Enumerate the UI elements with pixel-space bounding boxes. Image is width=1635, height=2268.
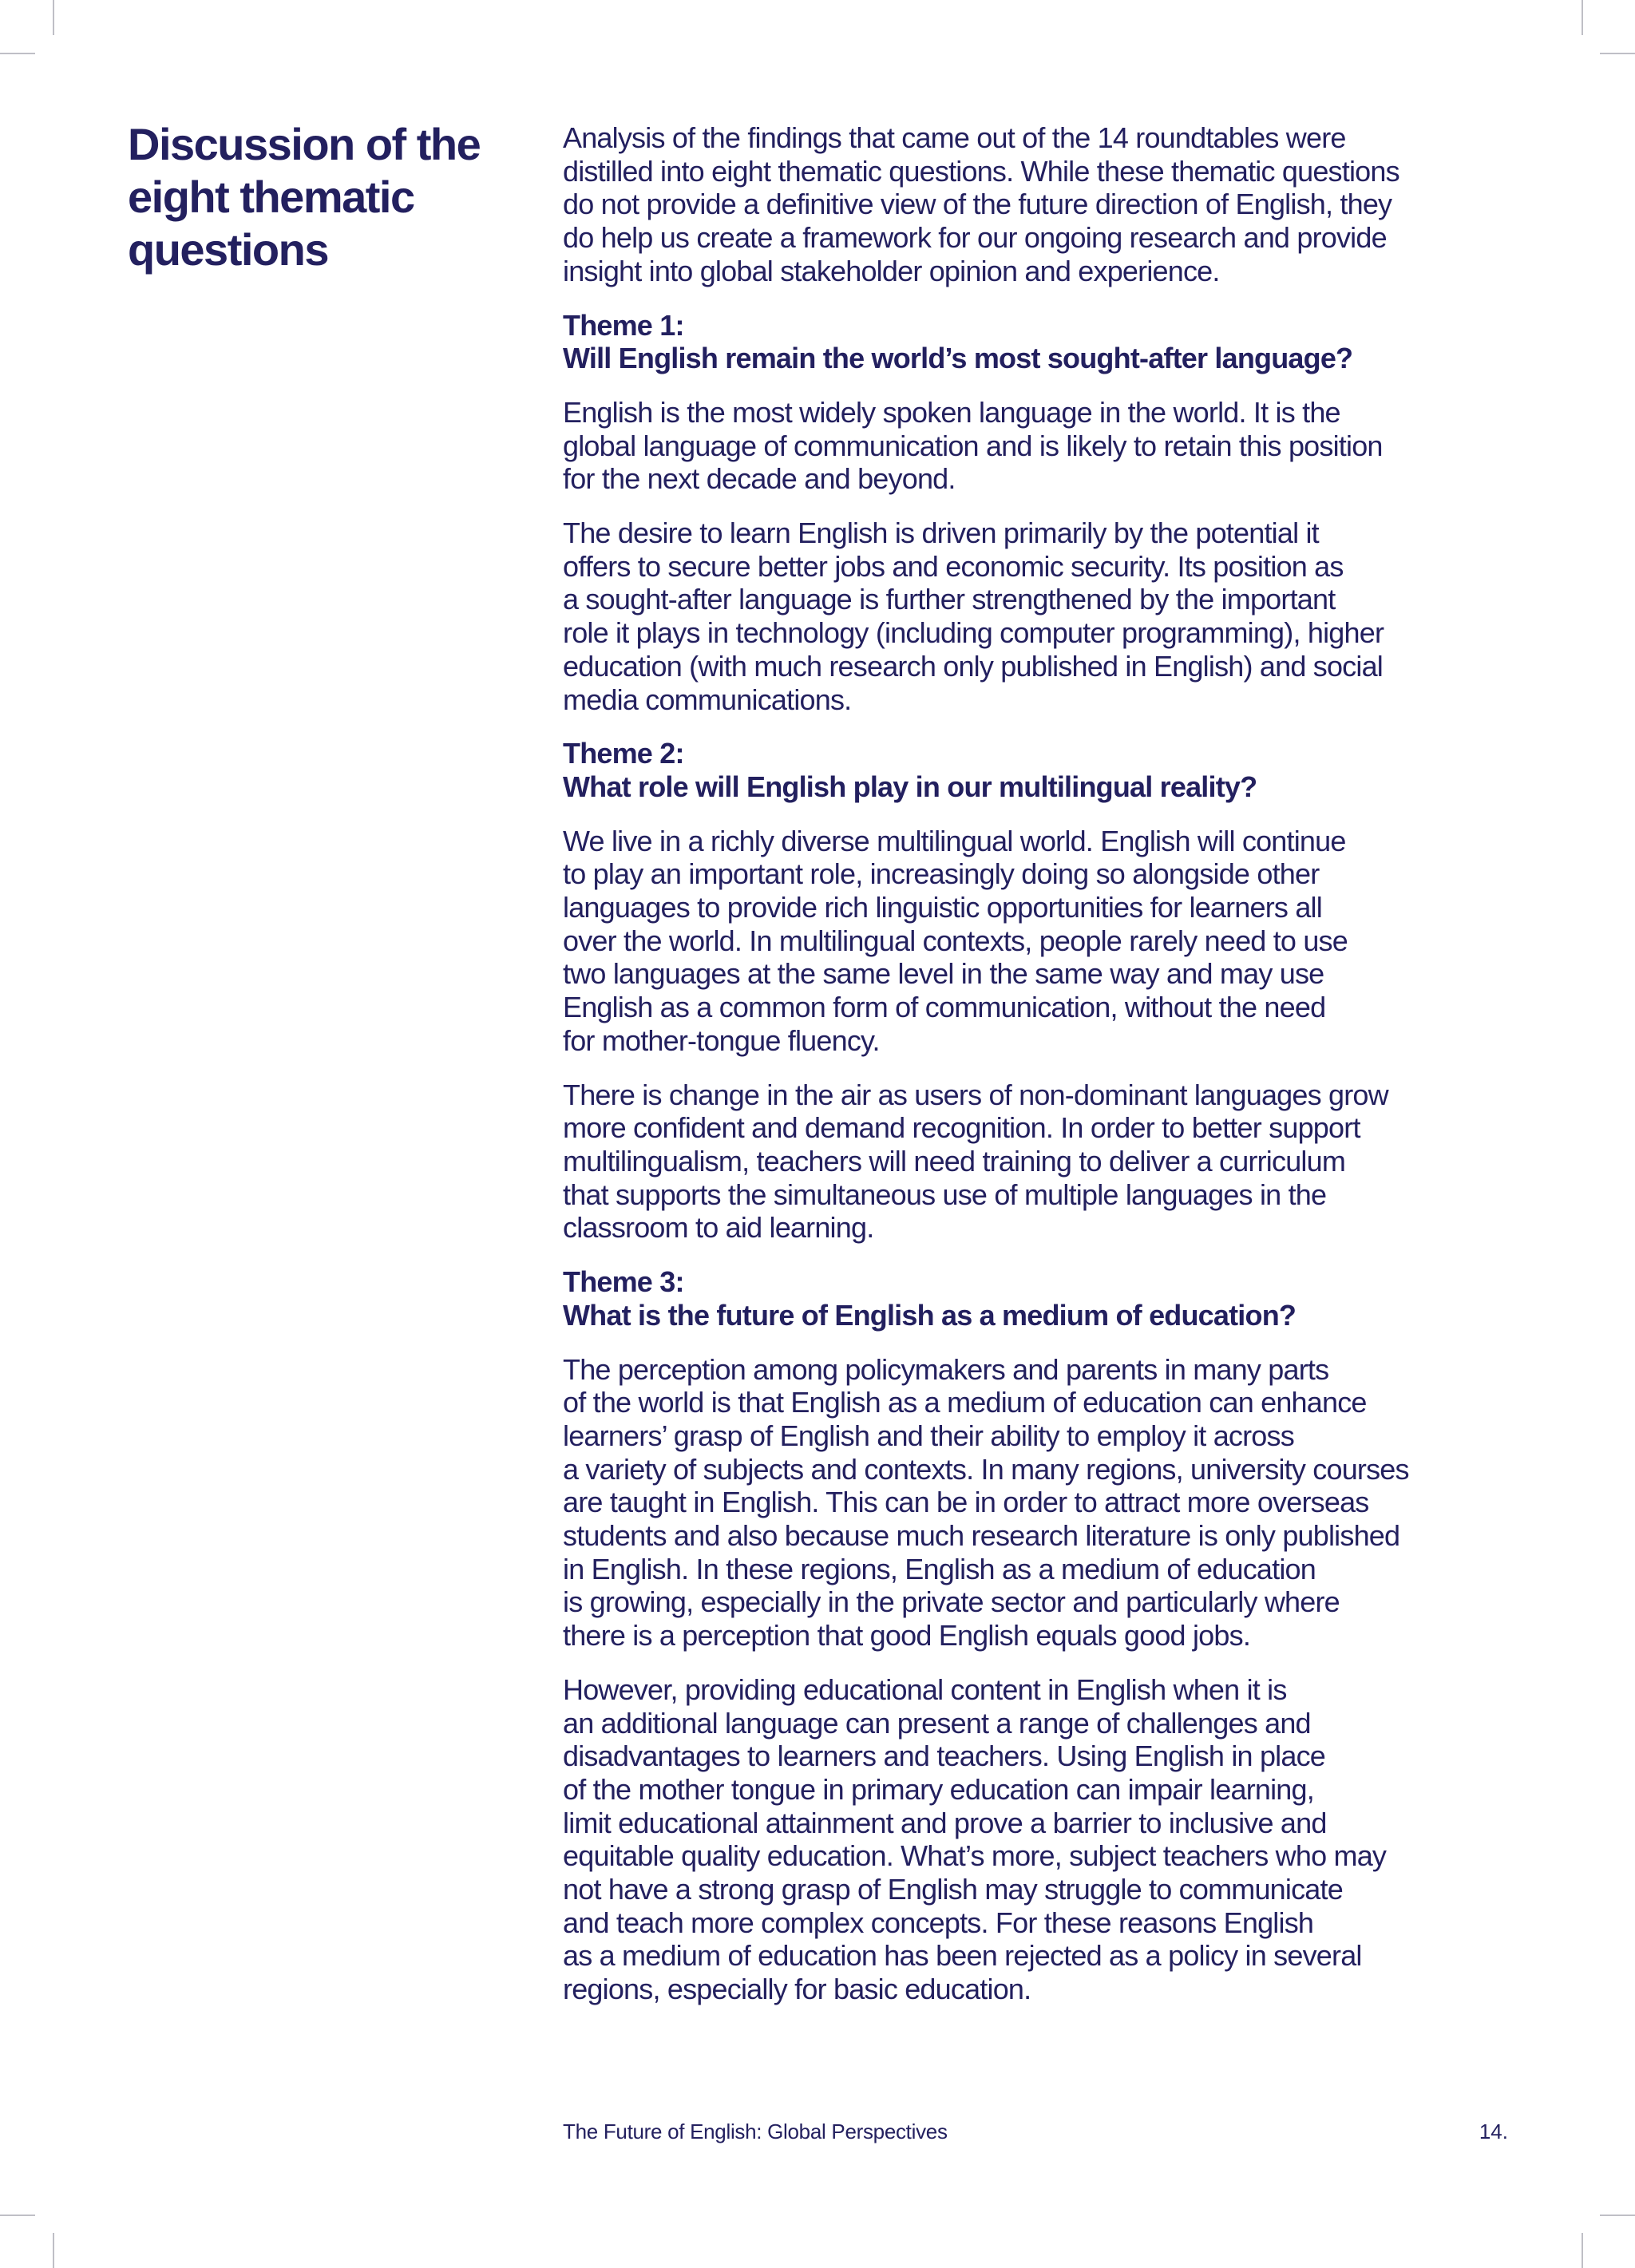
page-number: 14. [1479,2120,1508,2143]
text-line: English is the most widely spoken language in the world. It is the [563,395,1340,429]
text-line: is growing, especially in the private sector and particularly where [563,1585,1340,1619]
theme-label: Theme 3: [563,1265,684,1299]
crop-mark [0,53,35,54]
theme-heading [563,1265,1489,1332]
text-line: do help us create a framework for our ongoing research and provide [563,221,1387,255]
text-line: a sought-after language is further strengthened by the important [563,583,1336,616]
text-line: global language of communication and is likely to retain this position [563,429,1383,462]
text-line: students and also because much research literature is only published [563,1519,1400,1553]
text-line: are taught in English. This can be in order to attract more overseas [563,1486,1369,1519]
text-line: There is change in the air as users of non-dominant languages grow [563,1078,1388,1111]
theme-question: What role will English play in our multilingual reality? [563,770,1257,803]
text-line: The perception among policymakers and parents in many parts [563,1352,1329,1386]
text-line: there is a perception that good English equals good jobs. [563,1619,1251,1653]
text-line: more confident and demand recognition. In order to better support [563,1111,1360,1145]
page-heading [128,118,527,276]
text-line: education (with much research only published in English) and social [563,649,1383,683]
crop-mark [1600,2215,1635,2216]
text-line: over the world. In multilingual contexts, people rarely need to use [563,924,1348,957]
heading-line: questions [128,224,328,275]
text-line: of the mother tongue in primary education can impair learning, [563,1772,1314,1806]
text-line: a variety of subjects and contexts. In many regions, university courses [563,1452,1409,1486]
text-line: languages to provide rich linguistic opportunities for learners all [563,891,1322,924]
text-line: role it plays in technology (including computer programming), higher [563,616,1384,650]
text-line: learners’ grasp of English and their ability to employ it across [563,1419,1294,1452]
text-line: However, providing educational content in English when it is [563,1672,1287,1706]
crop-mark [1582,2233,1583,2268]
heading-line: eight thematic [128,172,414,222]
text-line: an additional language can present a range of challenges and [563,1706,1311,1740]
crop-mark [53,2233,54,2268]
theme-paragraph [563,825,1489,1058]
text-line: Analysis of the findings that came out of the 14 roundtables were [563,121,1346,154]
theme-paragraph [563,1079,1489,1245]
text-line: The desire to learn English is driven primarily by the potential it [563,517,1319,550]
heading-line: Discussion of the [128,119,481,169]
theme-heading [563,309,1489,375]
text-line: of the world is that English as a medium of education can enhance [563,1386,1367,1419]
intro-paragraph [563,121,1489,288]
text-line: equitable quality education. What’s more, subject teachers who may [563,1839,1387,1873]
text-line: as a medium of education has been rejected as a policy in several [563,1939,1362,1973]
text-line: two languages at the same level in the same way and may use [563,957,1324,991]
theme-question: What is the future of English as a medium of education? [563,1298,1297,1332]
text-line: for mother-tongue fluency. [563,1023,880,1057]
theme-paragraph [563,1353,1489,1653]
text-line: We live in a richly diverse multilingual world. English will continue [563,824,1346,857]
crop-mark [1582,0,1583,35]
text-line: insight into global stakeholder opinion and experience. [563,254,1220,287]
text-line: offers to secure better jobs and economic security. Its position as [563,549,1344,583]
text-line: distilled into eight thematic questions. While these thematic questions [563,154,1399,188]
text-line: classroom to aid learning. [563,1211,874,1245]
theme-question: Will English remain the world’s most sought-after language? [563,342,1353,375]
theme-paragraph [563,396,1489,496]
text-line: that supports the simultaneous use of multiple languages in the [563,1178,1327,1211]
text-line: disadvantages to learners and teachers. Using English in place [563,1740,1326,1773]
footer-title: The Future of English: Global Perspectives [563,2120,948,2143]
crop-mark [1600,53,1635,54]
text-line: media communications. [563,683,852,716]
text-line: to play an important role, increasingly doing so alongside other [563,857,1320,891]
theme-heading [563,737,1489,803]
body-column [563,121,1489,2027]
text-line: and teach more complex concepts. For these reasons English [563,1906,1314,1939]
text-line: not have a strong grasp of English may struggle to communicate [563,1873,1343,1906]
text-line: for the next decade and beyond. [563,462,956,496]
crop-mark [0,2215,35,2216]
theme-paragraph [563,517,1489,716]
text-line: limit educational attainment and prove a barrier to inclusive and [563,1806,1327,1839]
text-line: in English. In these regions, English as a medium of education [563,1552,1316,1585]
text-line: English as a common form of communication, without the need [563,991,1326,1024]
text-line: multilingualism, teachers will need training to deliver a curriculum [563,1144,1346,1178]
text-line: do not provide a definitive view of the future direction of English, they [563,188,1392,221]
crop-mark [53,0,54,35]
theme-label: Theme 1: [563,308,684,342]
text-line: regions, especially for basic education. [563,1973,1031,2006]
theme-label: Theme 2: [563,737,684,770]
theme-paragraph [563,1673,1489,2006]
